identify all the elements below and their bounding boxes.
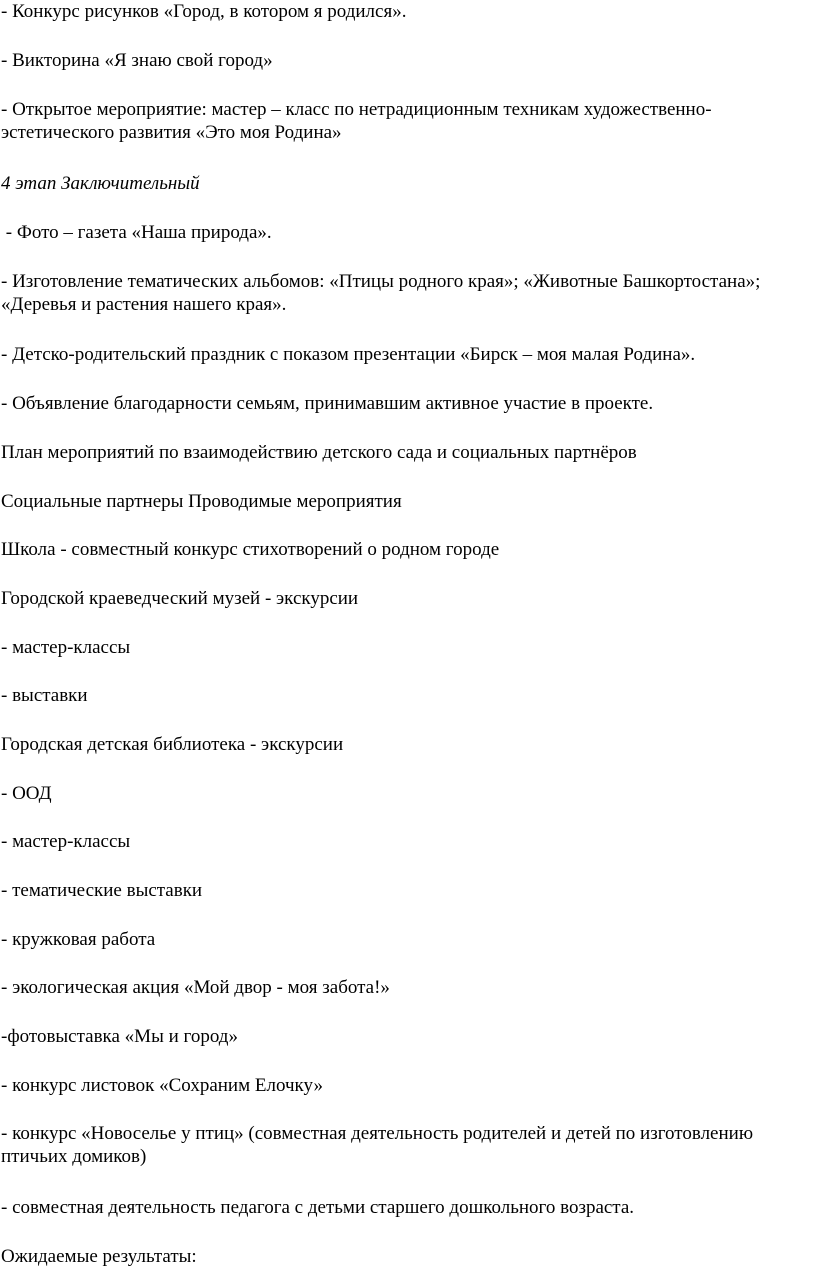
paragraph: - Конкурс рисунков «Город, в котором я родился».	[1, 1, 407, 22]
paragraph: - Изготовление тематических альбомов: «Птицы родного края»; «Животные Башкортостана»; «Деревья и растения нашего края».	[1, 271, 761, 315]
list-item: - конкурс листовок «Сохраним Елочку»	[1, 1075, 323, 1096]
list-item: -фотовыставка «Мы и город»	[1, 1026, 238, 1047]
paragraph: - Детско-родительский праздник с показом презентации «Бирск – моя малая Родина».	[1, 344, 696, 365]
paragraph: - Открытое мероприятие: мастер – класс по нетрадиционным техникам художественно-эстетического развития «Это моя Родина»	[1, 99, 712, 143]
paragraph: Социальные партнеры Проводимые мероприятия	[1, 491, 402, 512]
list-item: - ООД	[1, 783, 52, 804]
paragraph: Школа - совместный конкурс стихотворений о родном городе	[1, 539, 500, 560]
paragraph: - Викторина «Я знаю свой город»	[1, 50, 273, 71]
paragraph: Городская детская библиотека - экскурсии	[1, 734, 344, 755]
paragraph: - Объявление благодарности семьям, принимавшим активное участие в проекте.	[1, 393, 654, 414]
paragraph: - Фото – газета «Наша природа».	[1, 222, 272, 243]
list-item: - выставки	[1, 685, 88, 706]
paragraph: План мероприятий по взаимодействию детского сада и социальных партнёров	[1, 442, 637, 463]
section-heading: 4 этап Заключительный	[1, 173, 200, 194]
list-item: - кружковая работа	[1, 929, 156, 950]
list-item: - конкурс «Новоселье у птиц» (совместная деятельность родителей и детей по изготовлению птичьих домиков)	[1, 1123, 754, 1167]
paragraph: Ожидаемые результаты:	[1, 1246, 197, 1267]
paragraph: Городской краеведческий музей - экскурсии	[1, 588, 359, 609]
list-item: - экологическая акция «Мой двор - моя забота!»	[1, 977, 390, 998]
list-item: - тематические выставки	[1, 880, 203, 901]
list-item: - мастер-классы	[1, 637, 131, 658]
list-item: - мастер-классы	[1, 831, 131, 852]
list-item: - совместная деятельность педагога с детьми старшего дошкольного возраста.	[1, 1197, 635, 1218]
